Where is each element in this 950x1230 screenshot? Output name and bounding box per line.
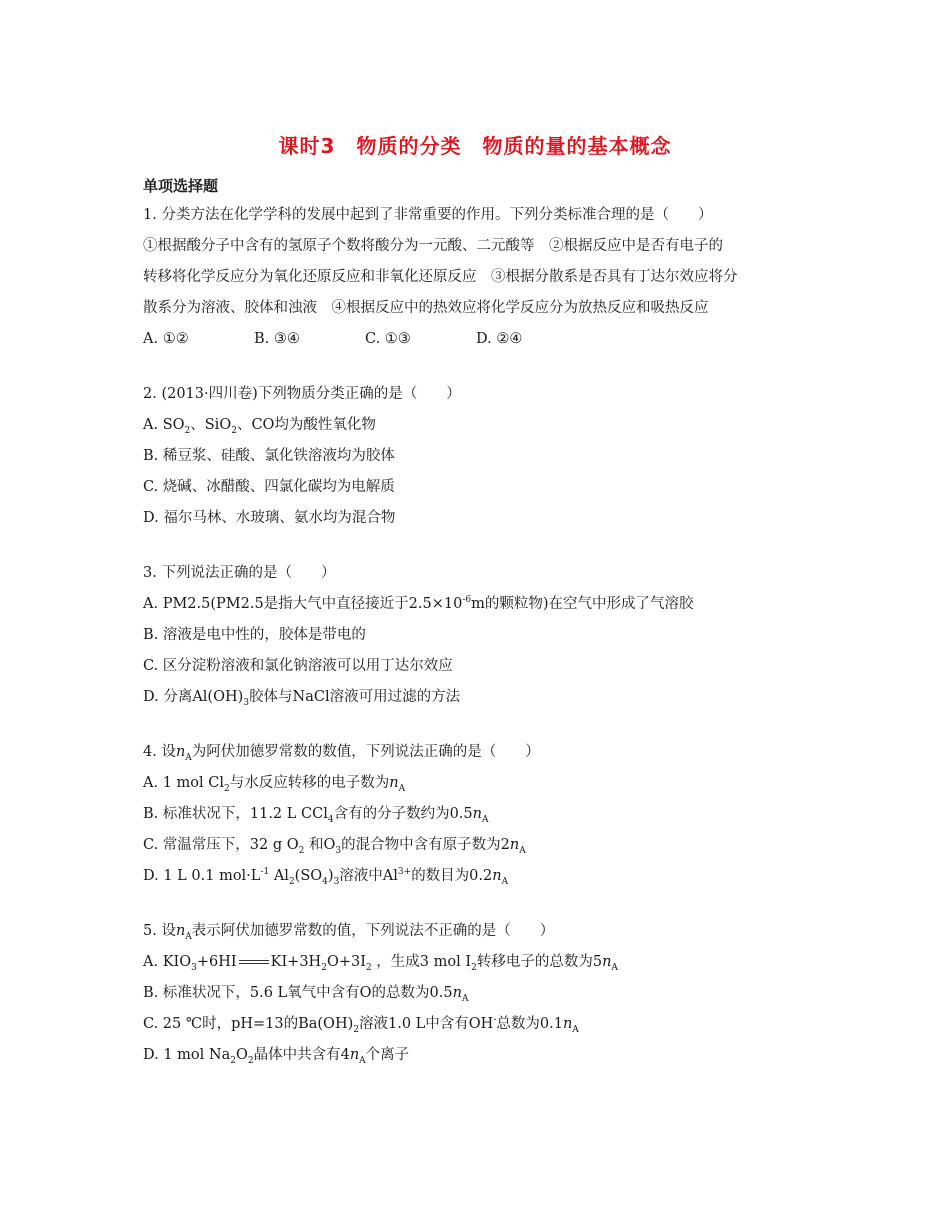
question-3 [143,558,833,713]
option-text: 和O [304,837,336,853]
option-text: D. 1 L 0.1 mol·L [143,868,261,884]
stem-text: 表示阿伏加德罗常数的值，下列说法不正确的是（ ） [191,923,555,939]
subscript: 2 [365,962,372,973]
option-text: 的数目为0.2 [411,868,493,884]
question-1-statement-line: 散系分为溶液、胶体和浊液 ④根据反应中的热效应将化学反应分为放热反应和吸热反应 [143,300,709,316]
subscript: 2 [288,876,295,887]
option-text: m的颗粒物)在空气中形成了气溶胶 [471,596,694,612]
symbol-n: n [452,985,462,1001]
subscript: A [185,752,192,763]
option-text: Al [269,868,289,884]
option-a[interactable] [143,410,833,441]
subscript: 2 [231,425,237,436]
option-b[interactable] [143,799,833,830]
option-text: KI+3H [270,954,322,970]
option-text: 、CO均为酸性氧化物 [236,417,376,433]
subscript: A [481,814,489,825]
option-text: 转移电子的总数为5 [476,954,603,970]
question-2 [143,379,833,534]
option-text: O [235,1047,248,1063]
option-text: D. 1 mol Na [143,1047,231,1063]
subscript: 2 [353,1024,359,1035]
option-a[interactable] [143,768,833,799]
question-1-statement-line: ①根据酸分子中含有的氢原子个数将酸分为一元酸、二元酸等 ②根据反应中是否有电子的 [143,238,723,254]
subscript: A [185,931,192,942]
option-text: 总数为0.1 [496,1016,563,1032]
option-text: 与水反应转移的电子数为 [229,775,390,791]
symbol-n: n [562,1016,573,1032]
superscript: -6 [462,595,472,606]
option-b[interactable]: B. 溶液是电中性的，胶体是带电的 [143,627,366,643]
option-text: ) [327,868,334,884]
symbol-n: n [389,775,399,791]
subscript: 2 [471,962,477,973]
question-1 [143,200,833,355]
question-5-stem [143,916,833,947]
question-3-stem: 3. 下列说法正确的是（ ） [143,565,336,581]
option-text: 含有的分子数约为0.5 [333,806,473,822]
subscript: 2 [321,962,327,973]
subscript: 4 [322,876,328,887]
equals-sign [239,960,269,964]
option-b[interactable]: B. 稀豆浆、硅酸、氯化铁溶液均为胶体 [143,448,395,464]
page-title: 课时3 物质的分类 物质的量的基本概念 [278,134,672,158]
option-d[interactable] [143,1040,833,1071]
option-b[interactable]: B. ③④ [254,331,300,347]
question-5 [143,916,833,1071]
symbol-n: n [349,1047,360,1063]
subscript: A [461,993,469,1004]
option-text: 溶液中Al [339,868,398,884]
option-text: B. 标准状况下，5.6 L氧气中含有O的总数为0.5 [143,985,453,1001]
subscript: A [501,876,509,887]
subscript: A [572,1024,579,1035]
question-2-stem: 2. (2013·四川卷)下列物质分类正确的是（ ） [143,386,461,402]
question-1-statement-line: 转移将化学反应分为氧化还原反应和非氧化还原反应 ③根据分散系是否具有丁达尔效应将分 [143,269,738,285]
subscript: 2 [184,425,191,436]
option-text: +6HI [196,954,237,970]
subscript: 2 [247,1055,254,1066]
option-text: A. KIO [143,954,192,970]
stem-text: 5. 设 [143,923,176,939]
option-text: 、SiO [190,417,232,433]
symbol-n: n [509,837,520,853]
option-d[interactable]: D. ②④ [476,331,523,347]
option-text: B. 标准状况下，11.2 L CCl [143,806,328,822]
option-text: C. 常温常压下，32 g O [143,837,299,853]
question-list [143,200,833,1095]
subscript: 2 [298,845,305,856]
symbol-n: n [492,868,502,884]
superscript: - [493,1015,497,1026]
subscript: 4 [327,814,334,825]
question-4-stem [143,737,833,768]
option-d[interactable]: D. 福尔马林、水玻璃、氨水均为混合物 [143,510,396,526]
option-text: 溶液1.0 L中含有OH [358,1016,494,1032]
subscript: 3 [335,845,342,856]
option-c[interactable]: C. 烧碱、冰醋酸、四氯化碳均为电解质 [143,479,395,495]
section-heading: 单项选择题 [143,177,219,195]
option-c[interactable]: C. ①③ [365,331,411,347]
option-text: D. 分离Al(OH) [143,689,244,705]
subscript: A [359,1055,366,1066]
option-d[interactable] [143,861,833,892]
option-text: 个离子 [365,1047,410,1063]
subscript: 3 [191,962,197,973]
symbol-n: n [175,923,186,939]
option-c[interactable] [143,1009,833,1040]
option-a[interactable]: A. ①② [143,331,189,347]
symbol-n: n [472,806,482,822]
option-a[interactable] [143,589,833,620]
option-text: A. 1 mol Cl [143,775,224,791]
superscript: 3+ [397,867,412,878]
option-a[interactable] [143,947,833,978]
option-b[interactable] [143,978,833,1009]
option-text: A. PM2.5(PM2.5是指大气中直径接近于2.5×10 [143,596,463,612]
question-4 [143,737,833,892]
subscript: A [611,962,618,973]
option-text: (SO [294,868,323,884]
subscript: 3 [243,697,250,708]
option-text: O+3I [326,954,366,970]
subscript: A [398,783,406,794]
option-text: 的混合物中含有原子数为2 [341,837,510,853]
question-1-stem: 1. 分类方法在化学学科的发展中起到了非常重要的作用。下列分类标准合理的是（ ） [143,207,713,223]
stem-text: 为阿伏加德罗常数的数值，下列说法正确的是（ ） [191,744,540,760]
option-c[interactable] [143,830,833,861]
subscript: 2 [223,783,230,794]
option-text: C. 25 ℃时，pH=13的Ba(OH) [143,1016,354,1032]
superscript: -1 [260,867,270,878]
subscript: 2 [230,1055,236,1066]
option-text: 晶体中共含有4 [253,1047,350,1063]
option-d[interactable] [143,682,833,713]
option-text: A. SO [143,417,185,433]
subscript: A [519,845,526,856]
option-text: 胶体与NaCl溶液可用过滤的方法 [249,689,461,705]
option-c[interactable]: C. 区分淀粉溶液和氯化钠溶液可以用丁达尔效应 [143,658,453,674]
question-1-options [143,324,833,355]
option-text: ，生成3 mol I [371,954,472,970]
stem-text: 4. 设 [143,744,176,760]
symbol-n: n [602,954,612,970]
symbol-n: n [175,744,186,760]
subscript: 3 [333,876,340,887]
